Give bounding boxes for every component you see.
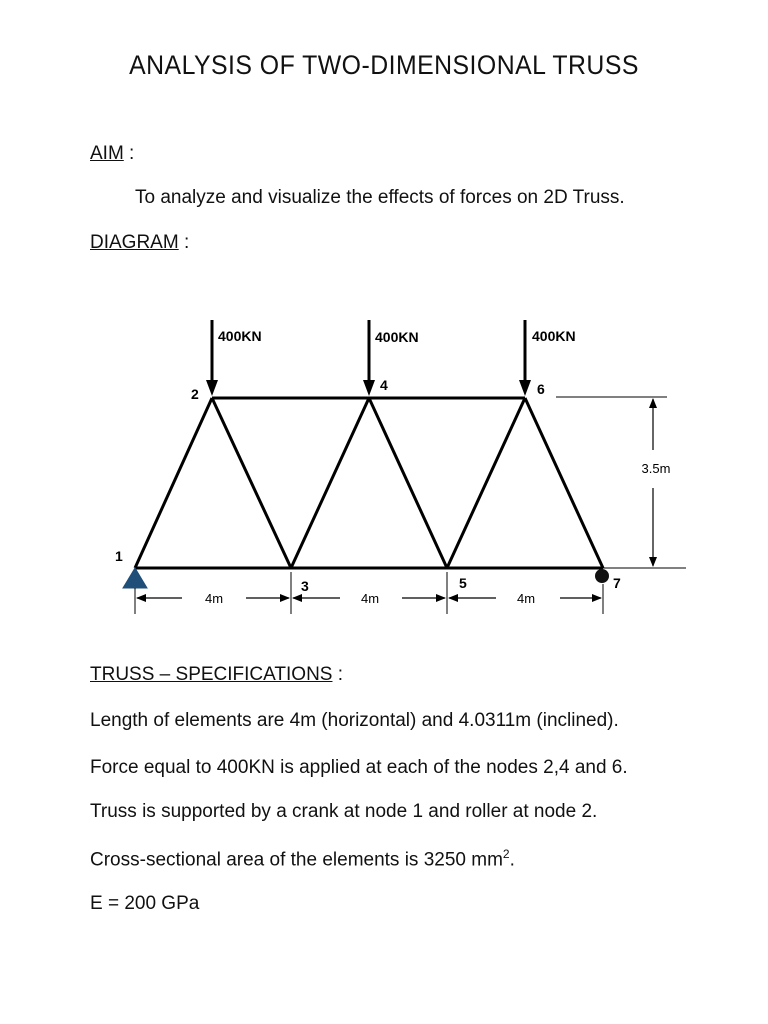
span-label-1: 4m xyxy=(204,591,224,606)
load-arrowhead-6 xyxy=(519,380,531,396)
member-2-3 xyxy=(212,398,291,568)
pin-support xyxy=(123,568,147,588)
load-label-2: 400KN xyxy=(218,328,262,344)
member-4-5 xyxy=(369,398,447,568)
aim-heading: AIM xyxy=(90,143,124,164)
member-5-6 xyxy=(447,398,525,568)
aim-text: To analyze and visualize the effects of forces on 2D Truss. xyxy=(135,187,625,208)
load-label-4: 400KN xyxy=(375,329,419,345)
specs-line xyxy=(90,664,343,686)
load-arrowhead-2 xyxy=(206,380,218,396)
node-label-1: 1 xyxy=(115,548,123,564)
span-label-2: 4m xyxy=(360,591,380,606)
spec-line-2: Force equal to 400KN is applied at each of the nodes 2,4 and 6. xyxy=(90,757,628,778)
truss-members xyxy=(135,398,603,568)
specs-heading: TRUSS – SPECIFICATIONS xyxy=(90,664,333,685)
page-title: ANALYSIS OF TWO-DIMENSIONAL TRUSS xyxy=(129,50,639,80)
node-label-2: 2 xyxy=(191,386,199,402)
spec-line-4-superscript: 2 xyxy=(502,847,510,861)
member-3-4 xyxy=(291,398,369,568)
load-label-6: 400KN xyxy=(532,328,576,344)
span-label-3: 4m xyxy=(516,591,536,606)
load-arrowhead-4 xyxy=(363,380,375,396)
node-label-4: 4 xyxy=(380,377,388,393)
node-label-3: 3 xyxy=(301,578,309,594)
node-label-5: 5 xyxy=(459,575,467,591)
height-label: 3.5m xyxy=(641,461,671,476)
aim-colon: : xyxy=(123,143,135,164)
spec-line-4-end: . xyxy=(509,849,515,871)
diagram-colon: : xyxy=(178,232,190,253)
node-label-6: 6 xyxy=(537,381,545,397)
spec-line-4 xyxy=(90,847,515,871)
member-1-2 xyxy=(135,398,212,568)
member-6-7 xyxy=(525,398,603,568)
spec-line-3: Truss is supported by a crank at node 1 and roller at node 2. xyxy=(90,801,598,822)
specs-colon: : xyxy=(332,664,344,685)
spec-line-5: E = 200 GPa xyxy=(90,893,200,914)
node-label-7: 7 xyxy=(613,575,621,591)
spec-line-1: Length of elements are 4m (horizontal) and 4.0311m (inclined). xyxy=(90,710,619,731)
spec-line-4-text: Cross-sectional area of the elements is 3250 mm xyxy=(90,849,503,871)
diagram-heading: DIAGRAM xyxy=(90,232,179,253)
roller-support xyxy=(595,569,609,583)
